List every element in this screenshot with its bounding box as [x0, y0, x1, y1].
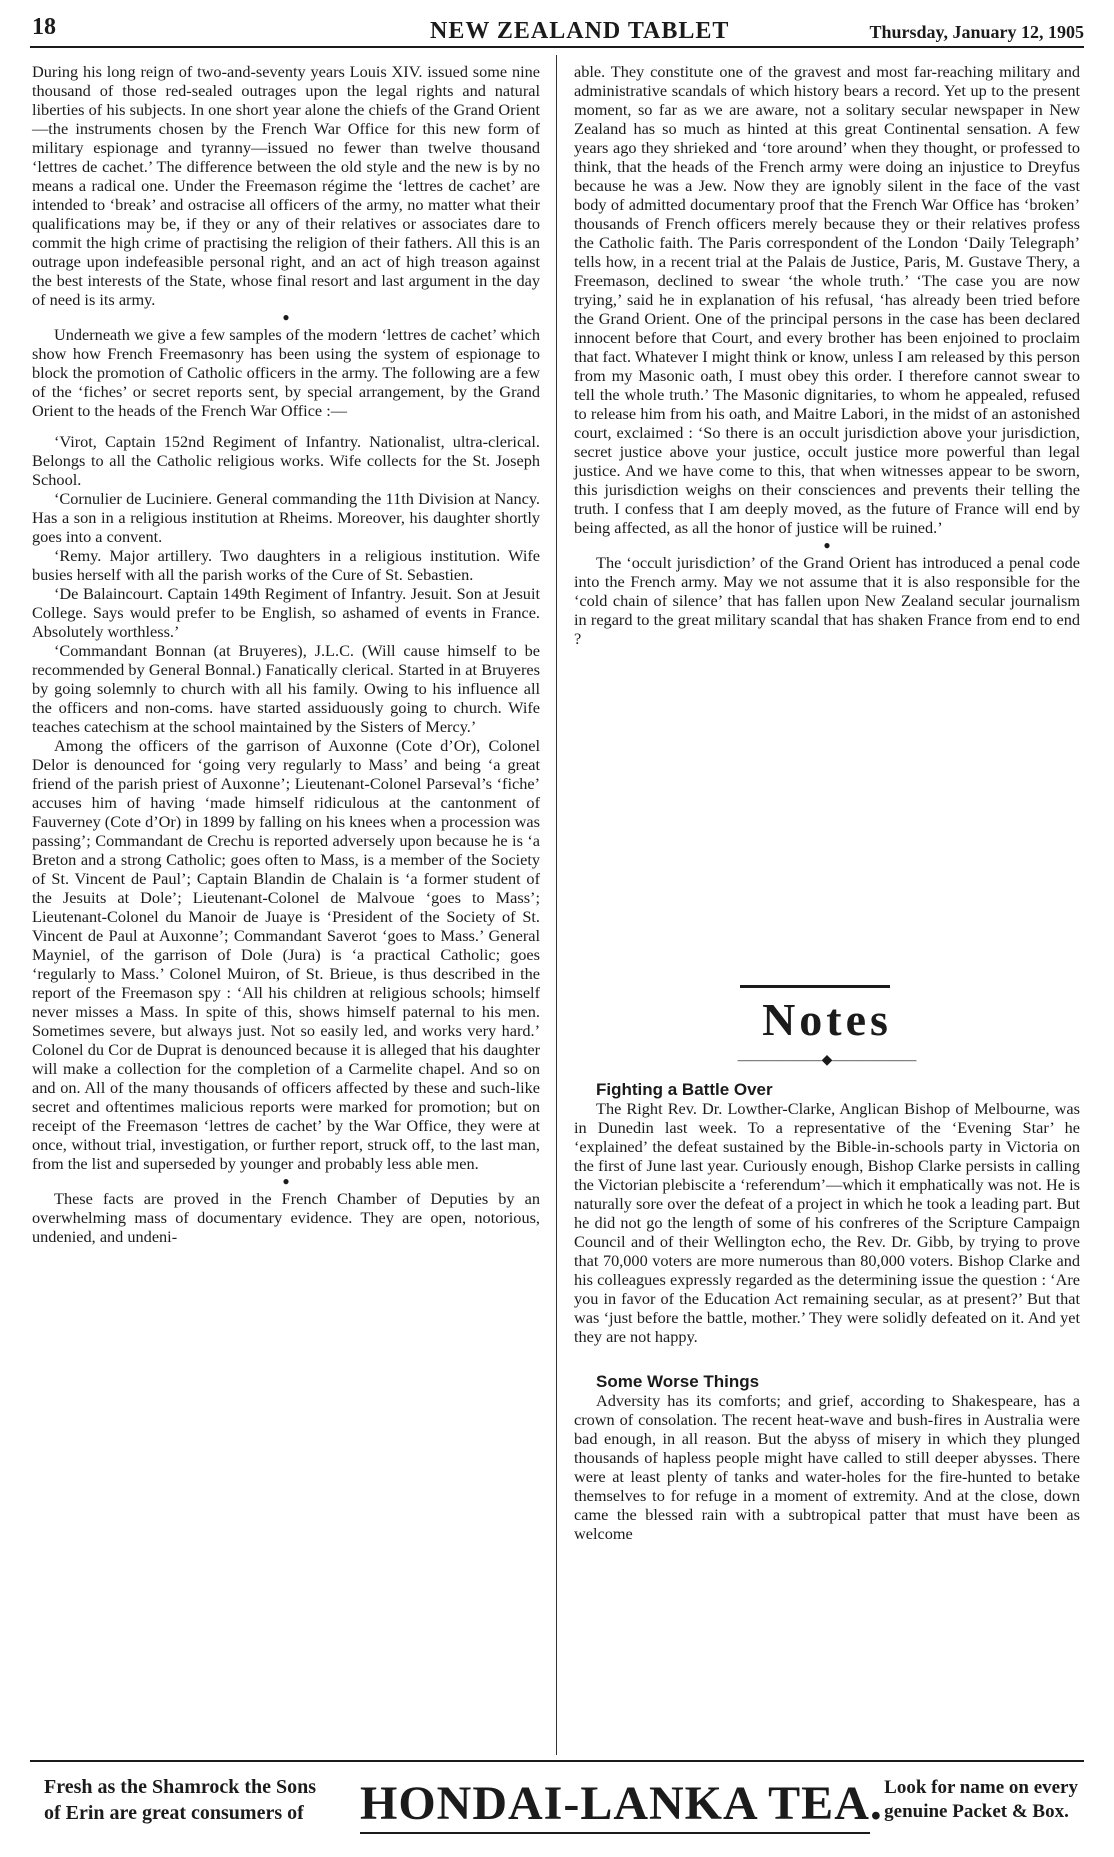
quote-fiche: ‘Virot, Captain 152nd Regiment of Infantry. Nationalist, ultra-clerical. Belongs to all the Catholic religious works. Wife collects for the St. Joseph School. [32, 432, 540, 489]
paragraph: These facts are proved in the French Chamber of Deputies by an overwhelming mass of documentary evidence. They are open, notorious, undenied, and undeni- [32, 1189, 540, 1246]
notes-heading: Notes [762, 994, 892, 1045]
advert-left-text [44, 1774, 316, 1826]
advert-right-text [884, 1776, 1078, 1824]
header-rule [30, 46, 1084, 48]
section-dot: ● [282, 310, 290, 324]
masthead-title: NEW ZEALAND TABLET [430, 18, 730, 44]
paragraph: The Right Rev. Dr. Lowther-Clarke, Anglican Bishop of Melbourne, was in Dunedin last week. To a representative of the ‘Evening Star’ he ‘explained’ the defeat sustained by the Bible-in-schools party in Victoria on the first of June last year. Curiously enough, Bishop Clarke persists in calling the Victorian plebiscite a ‘referendum’—which it emphatically was not. He is naturally sore over the defeat of a project in which he took a leading part. But he did not go the length of some of his confreres of the Scripture Campaign Council and of their Wellington echo, the Rev. Dr. Gibb, by trying to prove that 70,000 voters are more numerous than 80,000 voters. Bishop Clarke and his colleagues expressly regarded as the determining issue the question : ‘Are you in favor of the Education Act remaining secular, as at present?’ But that was ‘just before the battle, mother.’ They were solidly defeated on it. And yet they are not happy. [574, 1099, 1080, 1346]
issue-date: Thursday, January 12, 1905 [869, 22, 1084, 42]
notes-section [574, 1080, 1080, 1543]
section-title: Some Worse Things [596, 1372, 760, 1391]
paragraph: Underneath we give a few samples of the modern ‘lettres de cachet’ which show how French Freemasonry has been using the system of espionage to block the promotion of Catholic officers in the army. The following are a few of the ‘fiches’ or secret reports sent, by special arrangement, by the Grand Orient to the heads of the French War Office :— [32, 325, 540, 420]
notes-ornament: ——————◆—————— [737, 1053, 917, 1068]
advert-banner [30, 1768, 1084, 1848]
notes-top-rule [740, 985, 890, 988]
column-divider [556, 55, 557, 1755]
advert-right-line: Look for name on every [884, 1777, 1078, 1798]
paragraph: During his long reign of two-and-seventy years Louis XIV. issued some nine thousand of those red-sealed outrages upon the legal rights and natural liberties of his subjects. In one short year alone the chiefs of the Grand Orient—the instruments chosen by the French War Office for this new form of military espionage and tyranny—issued no fewer than twelve thousand ‘lettres de cachet.’ The difference between the old style and the new is by no means a radical one. Under the Freemason régime the ‘lettres de cachet’ are intended to ‘break’ and ostracise all officers of the army, no matter what their qualifications may be, if they or any of their relatives or associates dare to commit the high crime of practising the religion of their fathers. All this is an outrage upon indefeasible personal right, and an act of high treason against the best interests of the State, whose final resort and last argument in the day of need is its army. [32, 62, 540, 309]
advert-rule [30, 1760, 1084, 1762]
section-title: Fighting a Battle Over [596, 1080, 773, 1099]
paragraph: able. They constitute one of the gravest and most far-reaching military and administrative scandals of which history bears a record. Yet up to the present moment, so far as we are aware, not a solitary secular newspaper in New Zealand has so much as hinted at this great Continental sensation. A few years ago they shrieked and ‘tore around’ when they thought, or professed to think, that the heads of the French army were doing an injustice to Dreyfus because he was a Jew. Now they are ignobly silent in the face of the vast body of admitted documentary proof that the French War Office has ‘broken’ thousands of French officers merely because they or their relatives profess the Catholic faith. The Paris correspondent of the London ‘Daily Telegraph’ tells how, in a recent trial at the Palais de Justice, Paris, M. Gustave Thery, a Freemason, declined to swear ‘the whole truth.’ ‘The case you are now trying,’ said he in explanation of his refusal, ‘has already been tried before the Grand Orient. One of the principal persons in the case has been declared innocent before that Court, and every brother has been enjoined to proclaim that fact. Whatever I might think or know, unless I am released by this person from my Masonic oath, I must obey this order. I therefore cannot swear to tell the whole truth.’ The Masonic dignitaries, to whom he appealed, refused to release him from his oath, and Maitre Labori, in the midst of an astonished court, exclaimed : ‘So there is an occult jurisdiction above your jurisdiction, secret justice above your justice, occult justice more powerful than legal justice. And we have come to this, that when witnesses appear to be sworn, this jurisdiction weighs on their consciences and prevents their telling the truth. I confess that I am deeply moved, as the future of France will end by being affected, as all the honor of justice will be ruined.’ [574, 62, 1080, 537]
quote-fiche: ‘Commandant Bonnan (at Bruyeres), J.L.C. (Will cause himself to be recommended by General Bonnal.) Fanatically clerical. Started in at Bruyeres by going solemnly to church with all his family. Owing to his influence all the officers and non-coms. have started assiduously going to church. Wife teaches catechism at the school maintained by the Sisters of Mercy.’ [32, 641, 540, 736]
quote-fiche: ‘Remy. Major artillery. Two daughters in a religious institution. Wife busies herself with all the parish works of the Cure of St. Sebastien. [32, 546, 540, 584]
advert-right-line: genuine Packet & Box. [884, 1801, 1069, 1822]
section-dot: ● [823, 538, 831, 552]
advert-left-line: Fresh as the Shamrock the Sons [44, 1776, 317, 1798]
quote-fiche: ‘Cornulier de Luciniere. General commanding the 11th Division at Nancy. Has a son in a religious institution at Rheims. Moreover, his daughter shortly goes into a convent. [32, 489, 540, 546]
advert-brand-underline [360, 1832, 870, 1834]
left-column [32, 62, 540, 1246]
paragraph: Among the officers of the garrison of Auxonne (Cote d’Or), Colonel Delor is denounced for ‘going very regularly to Mass’ and being ‘a great friend of the parish priest of Auxonne’; Lieutenant-Colonel Parseval’s ‘fiche’ accuses him of having ‘made himself ridiculous at the cantonment of Fauverney (Cote d’Or) in 1899 by falling on his knees when a procession was passing’; Commandant de Crechu is reported adversely upon because he is ‘a Breton and a strong Catholic; goes often to Mass, is a member of the Society of St. Vincent de Paul’; Captain Blandin de Chalain is ‘a former student of the Jesuits at Dole’; Lieutenant-Colonel de Malvoue ‘goes to Mass’; Lieutenant-Colonel du Manoir de Juaye is ‘President of the Society of St. Vincent de Paul at Auxonne’; Commandant Saverot ‘goes to Mass.’ General Mayniel, of the garrison of Dole (Jura) is ‘a practical Catholic; goes ‘regularly to Mass.’ Colonel Muiron, of St. Brieue, is thus described in the report of the Freemason spy : ‘All his children at religious schools; himself never misses a Mass. In spite of this, shows himself paternal to his men. Sometimes severe, but always just. Not so easily led, and works very hard.’ Colonel du Cor de Duprat is denounced because it is alleged that his daughter will make a collection for the completion of a Carmelite chapel. And so on and on. All of the many thousands of officers affected by these and such-like secret and oftentimes malicious reports were marked for promotion; but on receipt of the Freemason ‘lettres de cachet’ by the War Office, they were at once, without trial, investigation, or further report, struck off, to the last man, from the list and superseded by younger and probably less able men. [32, 736, 540, 1173]
right-column [574, 62, 1080, 648]
section-dot: ● [282, 1174, 290, 1188]
paragraph: The ‘occult jurisdiction’ of the Grand Orient has introduced a penal code into the French army. May we not assume that it is also responsible for the ‘cold chain of silence’ that has fallen upon New Zealand secular journalism in regard to the great military scandal that has shaken France from end to end ? [574, 553, 1080, 648]
advert-left-line: of Erin are great consumers of [44, 1802, 304, 1824]
quote-fiche: ‘De Balaincourt. Captain 149th Regiment of Infantry. Jesuit. Son at Jesuit College. Says would prefer to be English, so ashamed of events in France. Absolutely worthless.’ [32, 584, 540, 641]
paragraph: Adversity has its comforts; and grief, according to Shakespeare, has a crown of consolation. The recent heat-wave and bush-fires in Australia were bad enough, in all reason. But the abyss of misery in which they plunged thousands of hapless people might have called to still deeper abysses. There were at least plenty of tanks and water-holes for the fire-hunted to betake themselves to for refuge in a moment of extremity. And at the close, down came the blessed rain with a subtropical patter that must have been as welcome [574, 1391, 1080, 1543]
page-number: 18 [32, 14, 56, 40]
page-header [30, 14, 1084, 48]
advert-brand: HONDAI-LANKA TEA. [360, 1777, 883, 1830]
